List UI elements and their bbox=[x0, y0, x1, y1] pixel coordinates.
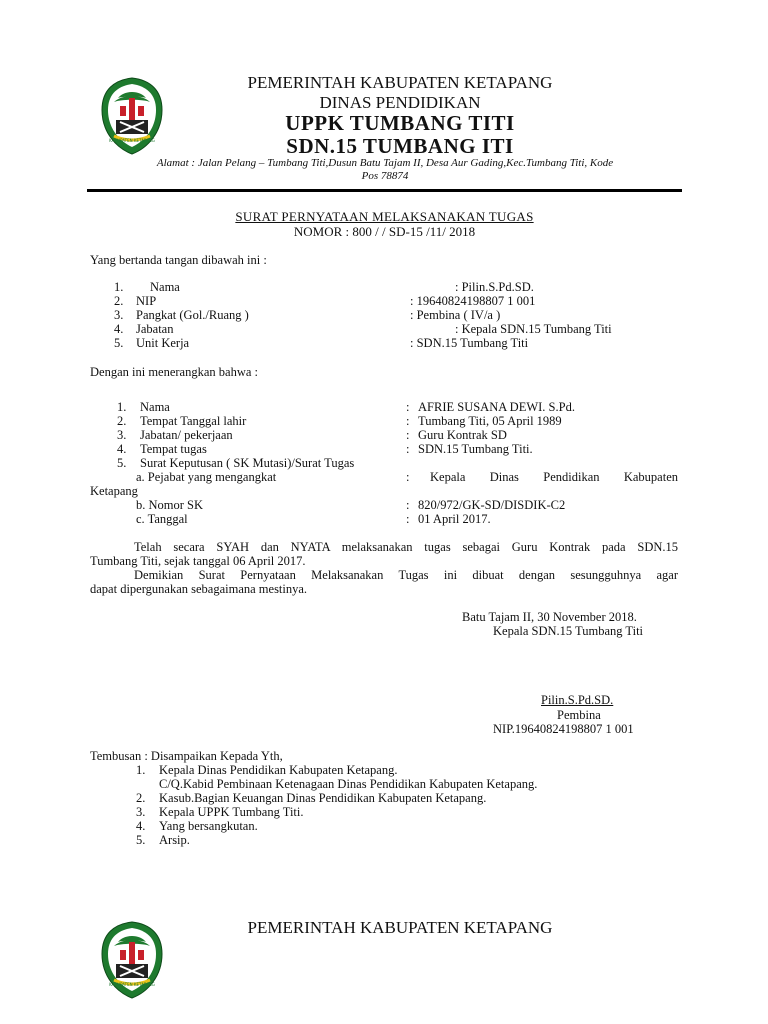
row-number: 3. bbox=[114, 308, 124, 322]
row-label: Pangkat (Gol./Ruang ) bbox=[136, 308, 249, 322]
statement-intro: Dengan ini menerangkan bahwa : bbox=[90, 365, 258, 379]
row-label: Nama bbox=[150, 280, 180, 294]
row-number: 4. bbox=[117, 442, 127, 456]
cc-number: 3. bbox=[136, 805, 146, 819]
sk-value-continued: Ketapang bbox=[90, 484, 138, 498]
row-colon: : bbox=[406, 442, 410, 456]
row-label: Tempat tugas bbox=[140, 442, 207, 456]
address-line-2: Pos 78874 bbox=[361, 170, 409, 182]
row-number: 1. bbox=[114, 280, 124, 294]
row-label: Jabatan bbox=[136, 322, 174, 336]
svg-text:KABUPATEN KETAPANG: KABUPATEN KETAPANG bbox=[109, 982, 155, 987]
sk-label: b. Nomor SK bbox=[136, 498, 204, 512]
row-number: 5. bbox=[117, 456, 127, 470]
row-colon: : bbox=[406, 414, 410, 428]
row-number: 5. bbox=[114, 336, 124, 350]
row-value: : SDN.15 Tumbang Titi bbox=[410, 336, 529, 350]
row-colon: : bbox=[406, 470, 410, 484]
cc-text: Kepala Dinas Pendidikan Kabupaten Ketapang. bbox=[159, 763, 398, 777]
row-number: 3. bbox=[117, 428, 127, 442]
signer-nip: NIP.19640824198807 1 001 bbox=[493, 722, 634, 736]
svg-text:KABUPATEN KETAPANG: KABUPATEN KETAPANG bbox=[109, 138, 155, 143]
cc-text: Arsip. bbox=[159, 833, 190, 847]
next-page-letterhead-line: PEMERINTAH KABUPATEN KETAPANG bbox=[247, 918, 553, 937]
row-colon: : bbox=[406, 498, 410, 512]
row-value: AFRIE SUSANA DEWI. S.Pd. bbox=[418, 400, 575, 414]
letterhead-line-department: DINAS PENDIDIKAN bbox=[319, 93, 481, 112]
cc-text: Kepala UPPK Tumbang Titi. bbox=[159, 805, 304, 819]
paragraph-line: Telah secara SYAH dan NYATA melaksanakan tugas sebagai Guru Kontrak pada SDN.15 bbox=[134, 540, 678, 554]
letterhead-line-school: SDN.15 TUMBANG ITI bbox=[286, 134, 514, 158]
cc-text: C/Q.Kabid Pembinaan Ketenagaan Dinas Pendidikan Kabupaten Ketapang. bbox=[159, 777, 538, 791]
letterhead-line-government: PEMERINTAH KABUPATEN KETAPANG bbox=[247, 73, 553, 92]
paragraph-line: dapat dipergunakan sebagaimana mestinya. bbox=[90, 582, 308, 596]
row-colon: : bbox=[406, 400, 410, 414]
row-label: Nama bbox=[140, 400, 170, 414]
cc-number: 5. bbox=[136, 833, 146, 847]
row-number: 2. bbox=[117, 414, 127, 428]
sk-label: a. Pejabat yang mengangkat bbox=[136, 470, 277, 484]
signer-rank: Pembina bbox=[557, 708, 601, 722]
letter-heading: SURAT PERNYATAAN MELAKSANAKAN TUGAS bbox=[235, 209, 534, 224]
place-date: Batu Tajam II, 30 November 2018. bbox=[462, 610, 637, 624]
cc-text: Kasub.Bagian Keuangan Dinas Pendidikan Kabupaten Ketapang. bbox=[159, 791, 487, 805]
row-colon: : bbox=[406, 512, 410, 526]
paragraph-line: Tumbang Titi, sejak tanggal 06 April 2017. bbox=[90, 554, 306, 568]
row-number: 2. bbox=[114, 294, 124, 308]
row-number: 4. bbox=[114, 322, 124, 336]
row-value: Guru Kontrak SD bbox=[418, 428, 507, 442]
row-label: Tempat Tanggal lahir bbox=[140, 414, 247, 428]
cc-text: Yang bersangkutan. bbox=[159, 819, 258, 833]
sk-value: 820/972/GK-SD/DISDIK-C2 bbox=[418, 498, 566, 512]
cc-number: 4. bbox=[136, 819, 146, 833]
row-value: : Pembina ( IV/a ) bbox=[410, 308, 501, 322]
sk-value: 01 April 2017. bbox=[418, 512, 491, 526]
letter-number: NOMOR : 800 / / SD-15 /11/ 2018 bbox=[293, 224, 476, 239]
signer-position: Kepala SDN.15 Tumbang Titi bbox=[493, 624, 644, 638]
letterhead-line-uppk: UPPK TUMBANG TITI bbox=[285, 111, 515, 135]
letterhead-divider bbox=[87, 189, 682, 192]
row-value: SDN.15 Tumbang Titi. bbox=[418, 442, 533, 456]
row-label: Jabatan/ pekerjaan bbox=[140, 428, 233, 442]
row-colon: : bbox=[406, 428, 410, 442]
cc-number: 1. bbox=[136, 763, 146, 777]
row-label: Unit Kerja bbox=[136, 336, 190, 350]
row-value: : Kepala SDN.15 Tumbang Titi bbox=[455, 322, 612, 336]
sk-value: Kepala Dinas Pendidikan Kabupaten bbox=[430, 470, 678, 484]
row-label: NIP bbox=[136, 294, 157, 308]
letter-title bbox=[87, 209, 682, 225]
row-value: : 19640824198807 1 001 bbox=[410, 294, 536, 308]
row-value: Tumbang Titi, 05 April 1989 bbox=[418, 414, 562, 428]
signer-name: Pilin.S.Pd.SD. bbox=[541, 693, 614, 707]
sk-label: c. Tanggal bbox=[136, 512, 188, 526]
address-line-1: Alamat : Jalan Pelang – Tumbang Titi,Dusun Batu Tajam II, Desa Aur Gading,Kec.Tumbang Titi, Kode bbox=[156, 157, 614, 169]
intro-text: Yang bertanda tangan dibawah ini : bbox=[90, 253, 267, 267]
cc-heading: Tembusan : Disampaikan Kepada Yth, bbox=[90, 749, 283, 763]
letterhead-address bbox=[90, 157, 680, 183]
row-number: 1. bbox=[117, 400, 127, 414]
row-label: Surat Keputusan ( SK Mutasi)/Surat Tugas bbox=[140, 456, 355, 470]
cc-number: 2. bbox=[136, 791, 146, 805]
paragraph-line: Demikian Surat Pernyataan Melaksanakan Tugas ini dibuat dengan sesungguhnya agar bbox=[134, 568, 678, 582]
row-value: : Pilin.S.Pd.SD. bbox=[455, 280, 534, 294]
